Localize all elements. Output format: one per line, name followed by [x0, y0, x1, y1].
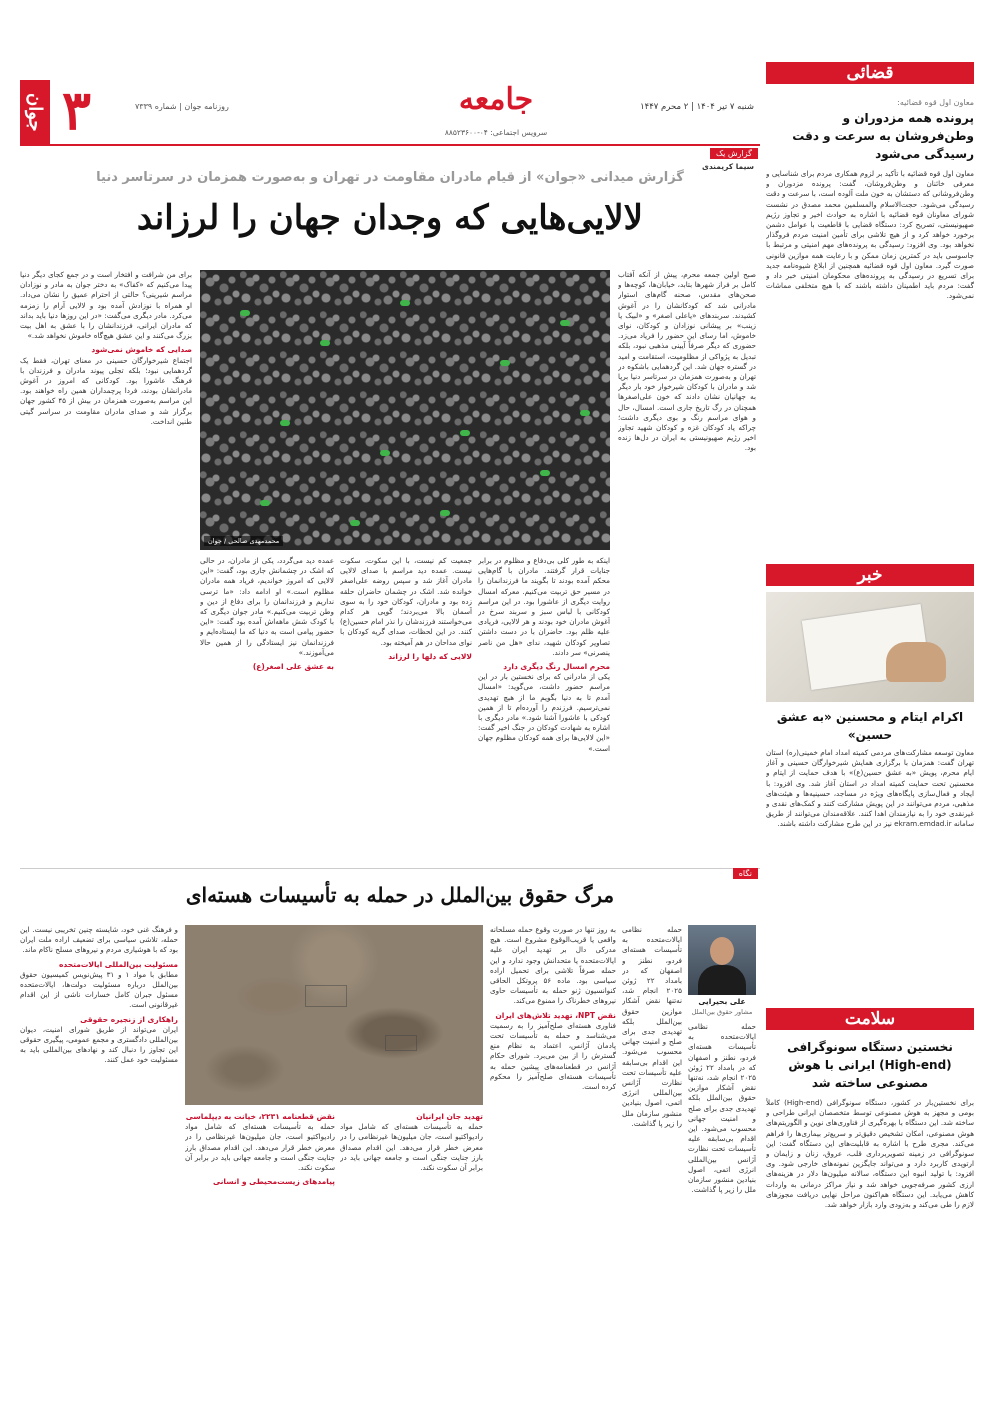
article-tag: گزارش یک	[710, 148, 758, 159]
subheading: نقض NPT، تهدید تلاش‌های ایران	[495, 1010, 616, 1020]
article-author: سیما کریمندی	[701, 162, 754, 171]
subheading: صدایی که خاموش نمی‌شود	[91, 345, 192, 355]
subheading: مسئولیت بین‌المللی ایالات‌متحده	[58, 959, 178, 969]
article-column: تهدید جان ایرانیان حمله به تأسیسات هسته‌ای که شامل مواد رادیواکتیو است، جان میلیون‌ها غیرنظامی را در معرض خطر قرار می‌دهد. این اقدام مصداق بارز جنایت جنگی است و جامعه جهانی باید در برابر آن سکوت نکند.	[340, 1112, 483, 1173]
article-column: به روز تنها در صورت وقوع حمله مسلحانه واقعی یا قریب‌الوقوع مشروع است. هیچ مدرکی دال بر تهدید ایران علیه ایالات‌متحده یا متحدانش وجود ندارد و این حمله صرفاً تلاشی برای تحمیل اراده سیاسی بود. ماده ۵۶ پروتکل الحاقی کنوانسیون ژنو حمله به تأسیسات حاوی نیروهای خطرناک را ممنوع می‌کند. نقض NPT، تهدید تلاش‌های ایران فناوری هسته‌ای صلح‌آمیز را به رسمیت می‌شناسد و حمله به تأسیسات تحت پادمان آژانس، اعتماد به نظام منع گسترش را از بین می‌برد. شورای حکام آژانس در قطعنامه‌های پیشین حمله به تأسیسات هسته‌ای صلح‌آمیز را محکوم کرده است.	[490, 925, 616, 1092]
satellite-photo	[185, 925, 483, 1105]
subheading: راهکاری از زنجیره حقوقی	[80, 1014, 178, 1024]
article-column: حمله نظامی ایالات‌متحده به تأسیسات هسته‌ای فردو، نطنز و اصفهان که در بامداد ۲۲ ژوئن ۲۰۲۵ انجام شد، نه‌تنها نقض آشکار موازین حقوق بین‌الملل بلکه تهدیدی جدی برای صلح و امنیت جهانی محسوب می‌شود. این اقدام بی‌سابقه علیه تأسیسات تحت نظارت آژانس بین‌المللی انرژی اتمی، اصول بنیادین منشور سازمان ملل را زیر پا گذاشت.	[688, 1022, 756, 1195]
issue-info: روزنامه جوان | شماره ۷۳۳۹	[135, 102, 229, 111]
subheading: تهدید جان ایرانیان	[416, 1112, 483, 1121]
photo-credit: محمدمهدی صالحی / جوان	[204, 536, 283, 546]
sidebar-body: برای نخستین‌بار در کشور، دستگاه سونوگرافی (High-end) کاملاً بومی و مجهز به هوش مصنوعی توسط متخصصان ایرانی طراحی و ساخته شد. این دستگاه با بهره‌گیری از فناوری‌های نوین و الگوریتم‌های هوش مصنوعی، امکان تشخیص دقیق‌تر و سریع‌تر بیماری‌ها را فراهم می‌کند. مجری طرح با اشاره به قابلیت‌های این دستگاه گفت: این سونوگرافی در زمینه تصویربرداری قلب، عروق، زنان و زایمان و ارتوپدی کاربرد دارد و می‌تواند جایگزین نمونه‌های خارجی شود. وی افزود: با تولید انبوه این دستگاه، سالانه میلیون‌ها دلار در هزینه‌های ارزی کشور صرفه‌جویی خواهد شد و نیاز مراکز درمانی به واردات کاهش می‌یابد. این دستگاه هم‌اکنون مراحل نهایی دریافت مجوزهای لازم را طی می‌کند و به‌زودی وارد بازار خواهد شد.	[766, 1098, 974, 1210]
main-photo	[200, 270, 610, 550]
article-headline: مرگ حقوق بین‌الملل در حمله به تأسیسات هسته‌ای	[185, 883, 615, 907]
sidebar	[766, 60, 974, 1410]
author-photo	[688, 925, 756, 995]
section-divider	[20, 868, 760, 869]
article-column: صبح اولین جمعه محرم، پیش از آنکه آفتاب کامل بر فراز شهرها بتابد، خیابان‌ها، کوچه‌ها و صحن‌های مقدس، صحنه گام‌های استوار مادرانی شد که کودکانشان را در آغوش کشیدند. سربندهای «یاعلی اصغر» و «لبیک یا زینب» بر پیشانی نوزادان و کودکان، نوای خاموش، اما رسای این حضور را فریاد می‌زد. حضوری که دیگر صرفاً آیینی مذهبی نبود، بلکه تبدیل به پژواکی از مظلومیت، استقامت و امید در گستره جهان شد. این گردهمایی باشکوه در تهران و به‌صورت همزمان در سرتاسر دنیا برپا شد و مادران با کودکان شیرخوار خود بار دیگر به جهانیان نشان دادند که خون علی‌اصغرها همچنان در رگ تاریخ جاری است. امسال، حال و هوای مراسم رنگ و بوی دیگری داشت؛ چراکه یاد کودکان غزه و کودکان شهید تجاوز اخیر رژیم صهیونیستی به ایران در دل‌ها زنده بود.	[618, 270, 756, 453]
subheading: نقض قطعنامه ۲۲۳۱، خیانت به دیپلماسی	[185, 1112, 335, 1121]
subheading: به عشق علی اصغر(ع)	[252, 662, 334, 672]
section-banner-judicial: قضائی	[766, 62, 974, 84]
section-banner-health: سلامت	[766, 1008, 974, 1030]
newspaper-logo: جوان	[20, 80, 50, 144]
sidebar-body: معاون اول قوه قضائیه با تأکید بر لزوم همکاری مردم برای شناسایی و معرفی خائنان و وطن‌فروشان، گفت: پرونده مزدوران و وطن‌فروشانی که دستشان به خون ملت آلوده است، با سرعت و دقت رسیدگی می‌شود. حجت‌الاسلام والمسلمین محمد مصدق در نشست شورای معاونان قوه قضائیه با اشاره به حوادث اخیر و تجاوز رژیم صهیونیستی، تصریح کرد: دستگاه قضایی با قاطعیت با عوامل دشمن برخورد خواهد کرد و از هیچ تلاشی برای تأمین امنیت مردم فروگذار نخواهد بود. وی افزود: رسیدگی به پرونده‌های مهم امنیتی و مرتبط با جاسوسی باید در کمترین زمان ممکن و با رعایت همه موازین قانونی صورت گیرد. معاون اول قوه قضائیه همچنین از ابلاغ شیوه‌نامه جدید برای تسریع در رسیدگی به پرونده‌های محکومان امنیتی خبر داد و گفت: مردم باید اطمینان داشته باشند که با هیچ متخلفی مماشات نمی‌شود.	[766, 169, 974, 301]
article-column: اینکه به طور کلی بی‌دفاع و مظلوم در برابر جنایات قرار گرفتند. مادران با گام‌هایی محکم آمده بودند تا بگویند ما فرزندانمان را در مسیر حق تربیت می‌کنیم. معرکه امسال روایت دیگری از عاشورا بود. در این مراسم کودکانی با لباس سبز و سربند سرخ در آغوش مادران خود بودند و هر لالایی، فریادی علیه ظلم بود. حاضران با در دست داشتن تصاویر کودکان شهید، ندای «هل من ناصر ینصرنی» سر دادند. محرم امسال رنگ دیگری دارد یکی از مادرانی که برای نخستین بار در این مراسم حضور داشت، می‌گوید: «امسال آمدم تا به دنیا بگویم ما از هیچ تهدیدی نمی‌ترسیم. فرزندم را آورده‌ام تا از همین کودکی با عاشورا آشنا شود.» مادر دیگری با اشاره به شهادت کودکان در جنگ اخیر گفت: «این لالایی‌ها برای همه کودکان مظلوم جهان است.»	[478, 556, 610, 753]
article-column: حمله نظامی ایالات‌متحده به تأسیسات هسته‌ای فردو، نطنز و اصفهان که در بامداد ۲۲ ژوئن ۲۰۲۵ انجام شد، نه‌تنها نقض آشکار موازین حقوق بین‌الملل بلکه تهدیدی جدی برای صلح و امنیت جهانی محسوب می‌شود. این اقدام بی‌سابقه علیه تأسیسات تحت نظارت آژانس بین‌المللی انرژی اتمی، اصول بنیادین منشور سازمان ملل را زیر پا گذاشت.	[622, 925, 682, 1128]
subheading: محرم امسال رنگ دیگری دارد	[503, 662, 610, 672]
subheading: پیامدهای زیست‌محیطی و انسانی	[212, 1177, 335, 1187]
masthead-rule	[20, 144, 760, 146]
sidebar-headline: نخستین دستگاه سونوگرافی (High-end) ایرانی با هوش مصنوعی ساخته شد	[787, 1040, 953, 1090]
article-column: و فرهنگ غنی خود، شایسته چنین تخریبی نیست. این حمله، تلاشی سیاسی برای تضعیف اراده ملت ایران بود که با هوشیاری مردم و نیروهای مسلح ناکام ماند. مسئولیت بین‌المللی ایالات‌متحده مطابق با مواد ۱ و ۳۱ پیش‌نویس کمیسیون حقوق بین‌الملل درباره مسئولیت دولت‌ها، ایالات‌متحده مسئول جبران کامل خسارات ناشی از این اقدام غیرقانونی است. راهکاری از زنجیره حقوقی ایران می‌تواند از طریق شورای امنیت، دیوان بین‌المللی دادگستری و مجمع عمومی، پیگیری حقوقی این تجاوز را دنبال کند و نهادهای بین‌المللی باید به مسئولیت خود عمل کنند.	[20, 925, 178, 1065]
article-column: نقض قطعنامه ۲۲۳۱، خیانت به دیپلماسی حمله به تأسیسات هسته‌ای که شامل مواد رادیواکتیو است، جان میلیون‌ها غیرنظامی را در معرض خطر قرار می‌دهد. این اقدام مصداق بارز جنایت جنگی است و جامعه جهانی باید در برابر آن سکوت نکند. پیامدهای زیست‌محیطی و انسانی	[185, 1112, 335, 1187]
author-name: علی بحیرایی	[698, 997, 746, 1006]
article-headline: لالایی‌هایی که وجدان جهان را لرزاند	[136, 198, 644, 238]
article-column: برای من شرافت و افتخار است و در جمع کجای دیگر دنیا پیدا می‌کنیم که «کفاک» به دختر جوان به مادر و نوزادان مراسم شیرینی؟ حالتی از احترام عمیق را نشان می‌داد. او همراه با نوزادش آمده بود و لالایی آرام را زمزمه می‌کرد. مادر دیگری می‌گفت: «در این روزها دنیا باید بداند که مادران ایرانی، فرزندانشان را با عشق به اهل بیت بزرگ می‌کنند و این عشق هیچ‌گاه خاموش نخواهد شد.» صدایی که خاموش نمی‌شود اجتماع شیرخوارگان حسینی در معنای تهران، فقط یک گردهمایی نبود؛ بلکه تجلی پیوند مادران و فرزندان با فرهنگ عاشورا بود. کودکانی که امروز در آغوش مادرانشان بودند، فردا پرچمداران همین راه خواهند بود. این مراسم به‌صورت همزمان در بیش از ۴۵ کشور جهان برگزار شد و صدای مادران مقاومت در سراسر گیتی طنین انداخت.	[20, 270, 192, 426]
sidebar-headline: پرونده همه مزدوران و وطن‌فروشان به سرعت و دقت رسیدگی می‌شود	[792, 111, 974, 161]
author-title: مشاور حقوق بین‌الملل	[691, 1008, 753, 1016]
article-column: عمده دید می‌گردد، یکی از مادران، در حالی که اشک در چشمانش جاری بود، گفت: «این لالایی که امروز خواندیم، فریاد همه مادران مظلوم است.» او ادامه داد: «ما ترسی نداریم و فرزندانمان را برای دفاع از دین و وطن تربیت می‌کنیم.» مادر جوان دیگری که با کودک شش ماهه‌اش آمده بود گفت: «این حضور پیامی است به دنیا که ما ایستاده‌ایم و فرزندانمان نیز ایستادگی را از همین حالا می‌آموزند.» به عشق علی اصغر(ع)	[200, 556, 334, 672]
article-tag: نگاه	[733, 868, 758, 879]
article-column: جمعیت کم نیست، با این سکوت، سکوت نیست. عمده دید مراسم با صدای لالایی مادران آغاز شد و سپس روضه علی‌اصغر خوانده شد. اشک در چشمان حاضران حلقه زده بود و مادران، کودکان خود را به سوی آسمان بالا می‌بردند؛ گویی هر کدام می‌خواستند فرزندشان را نذر امام حسین(ع) کنند. در این لحظات، صدای گریه کودکان با نوای مداحان در هم آمیخته بود. لالایی که دلها را لرزاند	[340, 556, 472, 661]
section-title: جامعه	[458, 82, 534, 117]
page-number: ۳	[62, 78, 92, 142]
section-phone: سرویس اجتماعی: ۰۴-۸۸۵۲۳۶۰۰	[444, 128, 548, 137]
article-kicker: گزارش میدانی «جوان» از قیام مادران مقاومت در تهران و به‌صورت همزمان در سرتاسر دنیا	[96, 170, 684, 185]
sidebar-body: معاون توسعه مشارکت‌های مردمی کمیته امداد امام خمینی(ره) استان تهران گفت: همزمان با برگزاری همایش شیرخوارگان حسینی و آغاز ایام محرم، پویش «به عشق حسین(ع)» با هدف حمایت از ایتام و محسنین تحت حمایت کمیته امداد در استان آغاز شد. وی افزود: با ایجاد و فعال‌سازی پایگاه‌های ویژه در مساجد، حسینیه‌ها و هیئت‌های مذهبی، مردم می‌توانند در این پویش مشارکت کنند و کمک‌های نقدی و غیرنقدی خود را به نیازمندان اهدا کنند. علاقه‌مندان می‌توانند از طریق سامانه ekram.emdad.ir نیز در این طرح مشارکت داشته باشند.	[766, 748, 974, 829]
sidebar-headline: اکرام ایتام و محسنین «به عشق حسین»	[776, 710, 964, 742]
news-photo	[766, 592, 974, 702]
section-banner-news: خبر	[766, 564, 974, 586]
subheading: لالایی که دلها را لرزاند	[388, 651, 472, 661]
issue-date: شنبه ۷ تیر ۱۴۰۴ | ۲ محرم ۱۴۴۷	[640, 102, 754, 112]
sidebar-kicker: معاون اول قوه قضائیه:	[897, 98, 974, 107]
